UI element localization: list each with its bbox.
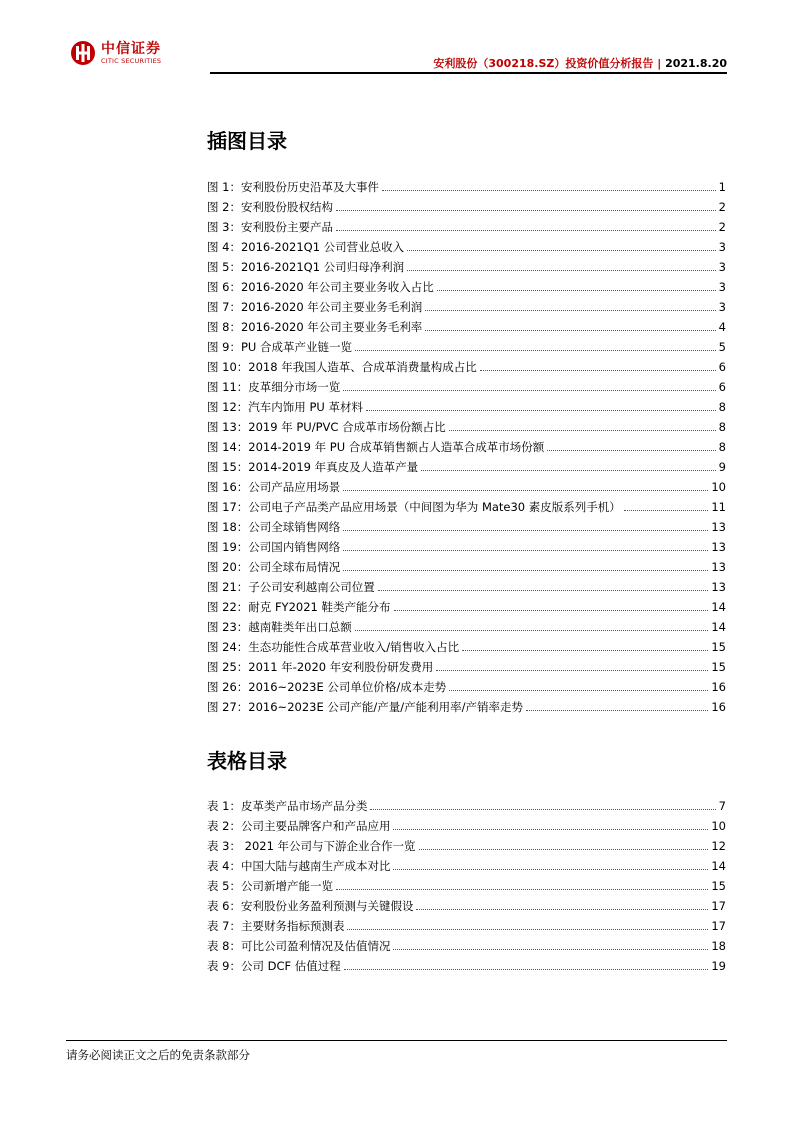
toc-entry[interactable] xyxy=(207,354,726,374)
toc-entry-label[interactable]: 表 3： 2021 年公司与下游企业合作一览 xyxy=(207,839,416,853)
toc-entry[interactable] xyxy=(207,494,726,514)
toc-entry[interactable] xyxy=(207,334,726,354)
toc-entry[interactable] xyxy=(207,833,726,853)
toc-entry[interactable] xyxy=(207,574,726,594)
toc-entry[interactable] xyxy=(207,274,726,294)
toc-entry[interactable] xyxy=(207,414,726,434)
toc-entry[interactable] xyxy=(207,953,726,973)
toc-dot-leader xyxy=(407,250,715,251)
toc-dot-leader xyxy=(419,849,709,850)
toc-entry-label[interactable]: 图 22：耐克 FY2021 鞋类产能分布 xyxy=(207,600,391,614)
toc-entry[interactable] xyxy=(207,254,726,274)
toc-entry[interactable] xyxy=(207,674,726,694)
toc-dot-leader xyxy=(355,350,716,351)
figures-toc-title: 插图目录 xyxy=(207,129,287,153)
toc-entry-label[interactable]: 图 2：安利股份股权结构 xyxy=(207,200,333,214)
toc-entry[interactable] xyxy=(207,314,726,334)
toc-dot-leader xyxy=(336,889,708,890)
toc-entry-label[interactable]: 图 4：2016-2021Q1 公司营业总收入 xyxy=(207,240,405,254)
toc-dot-leader xyxy=(480,370,716,371)
toc-entry-label[interactable]: 图 5：2016-2021Q1 公司归母净利润 xyxy=(207,260,405,274)
toc-entry-page[interactable]: 3 xyxy=(718,300,726,314)
toc-entry-page[interactable]: 2 xyxy=(718,220,726,234)
toc-entry-label[interactable]: 表 2：公司主要品牌客户和产品应用 xyxy=(207,819,391,833)
toc-entry-page[interactable]: 2 xyxy=(718,200,726,214)
toc-entry-label[interactable]: 表 4：中国大陆与越南生产成本对比 xyxy=(207,859,391,873)
toc-entry-page[interactable]: 16 xyxy=(711,700,726,714)
toc-entry-page[interactable]: 3 xyxy=(718,260,726,274)
toc-entry-page[interactable]: 13 xyxy=(711,520,726,534)
toc-entry-page[interactable]: 14 xyxy=(711,620,726,634)
toc-entry-page[interactable]: 13 xyxy=(711,560,726,574)
toc-entry[interactable] xyxy=(207,813,726,833)
toc-entry[interactable] xyxy=(207,793,726,813)
toc-dot-leader xyxy=(436,670,708,671)
toc-entry-page[interactable]: 10 xyxy=(711,819,726,833)
toc-entry-page[interactable]: 1 xyxy=(718,180,726,194)
toc-dot-leader xyxy=(421,470,716,471)
toc-dot-leader xyxy=(378,590,709,591)
header-separator: | xyxy=(653,57,666,70)
toc-entry[interactable] xyxy=(207,634,726,654)
toc-entry-label[interactable]: 图 7：2016-2020 年公司主要业务毛利润 xyxy=(207,300,423,314)
toc-dot-leader xyxy=(526,710,708,711)
toc-entry-label[interactable]: 表 9：公司 DCF 估值过程 xyxy=(207,959,341,973)
toc-entry-label[interactable]: 图 11：皮革细分市场一览 xyxy=(207,380,341,394)
toc-entry-page[interactable]: 15 xyxy=(711,640,726,654)
logo-en-text: CITIC SECURITIES xyxy=(101,57,162,65)
toc-entry-page[interactable]: 13 xyxy=(711,540,726,554)
toc-entry[interactable] xyxy=(207,694,726,714)
toc-entry-page[interactable]: 3 xyxy=(718,280,726,294)
toc-dot-leader xyxy=(394,610,709,611)
figures-toc-list xyxy=(207,174,726,714)
toc-dot-leader xyxy=(425,330,715,331)
toc-entry[interactable] xyxy=(207,853,726,873)
toc-entry[interactable] xyxy=(207,214,726,234)
toc-entry[interactable] xyxy=(207,294,726,314)
toc-entry-label[interactable]: 图 14：2014-2019 年 PU 合成革销售额占人造革合成革市场份额 xyxy=(207,440,545,454)
toc-dot-leader xyxy=(336,230,716,231)
toc-entry[interactable] xyxy=(207,194,726,214)
toc-entry-label[interactable]: 图 26：2016~2023E 公司单位价格/成本走势 xyxy=(207,680,447,694)
toc-dot-leader xyxy=(343,550,708,551)
toc-dot-leader xyxy=(347,929,708,930)
toc-entry-label[interactable]: 图 20：公司全球布局情况 xyxy=(207,560,341,574)
toc-entry-label[interactable]: 图 15：2014-2019 年真皮及人造革产量 xyxy=(207,460,419,474)
toc-entry-page[interactable]: 8 xyxy=(718,420,726,434)
toc-entry-page[interactable]: 5 xyxy=(718,340,726,354)
toc-dot-leader xyxy=(343,570,708,571)
toc-dot-leader xyxy=(382,190,716,191)
header-divider xyxy=(210,72,727,74)
toc-dot-leader xyxy=(425,310,715,311)
toc-dot-leader xyxy=(370,809,715,810)
toc-entry-page[interactable]: 8 xyxy=(718,440,726,454)
toc-dot-leader xyxy=(393,869,708,870)
toc-dot-leader xyxy=(449,430,716,431)
toc-entry[interactable] xyxy=(207,554,726,574)
logo-cn-text: 中信证券 xyxy=(101,41,161,57)
toc-entry-label[interactable]: 图 21：子公司安利越南公司位置 xyxy=(207,580,375,594)
toc-entry-label[interactable]: 图 23：越南鞋类年出口总额 xyxy=(207,620,352,634)
toc-entry-label[interactable]: 表 1：皮革类产品市场产品分类 xyxy=(207,799,368,813)
toc-entry-page[interactable]: 17 xyxy=(711,899,726,913)
toc-dot-leader xyxy=(547,450,715,451)
toc-entry[interactable] xyxy=(207,374,726,394)
toc-entry[interactable] xyxy=(207,234,726,254)
footer-divider xyxy=(66,1040,727,1041)
toc-entry-label[interactable]: 表 5：公司新增产能一览 xyxy=(207,879,333,893)
toc-entry[interactable] xyxy=(207,434,726,454)
toc-dot-leader xyxy=(462,650,708,651)
toc-entry-page[interactable]: 13 xyxy=(711,580,726,594)
company-logo xyxy=(70,40,161,66)
toc-entry-page[interactable]: 4 xyxy=(718,320,726,334)
toc-dot-leader xyxy=(355,630,709,631)
toc-entry-label[interactable]: 图 17：公司电子产品类产品应用场景（中间图为华为 Mate30 素皮版系列手机） xyxy=(207,500,621,514)
toc-entry-label[interactable]: 图 13：2019 年 PU/PVC 合成革市场份额占比 xyxy=(207,420,446,434)
report-date: 2021.8.20 xyxy=(665,57,727,70)
citic-logo-icon xyxy=(70,40,96,66)
tables-toc-title: 表格目录 xyxy=(207,749,287,773)
toc-entry[interactable] xyxy=(207,514,726,534)
tables-toc-list xyxy=(207,793,726,973)
toc-dot-leader xyxy=(407,270,715,271)
toc-entry-label[interactable]: 图 27：2016~2023E 公司产能/产量/产能利用率/产销率走势 xyxy=(207,700,524,714)
toc-dot-leader xyxy=(343,390,715,391)
footer-disclaimer: 请务必阅读正文之后的免责条款部分 xyxy=(66,1048,250,1062)
toc-entry-page[interactable]: 14 xyxy=(711,600,726,614)
toc-entry-label[interactable]: 图 24：生态功能性合成革营业收入/销售收入占比 xyxy=(207,640,460,654)
toc-entry-page[interactable]: 19 xyxy=(711,959,726,973)
report-title: 安利股份（300218.SZ）投资价值分析报告 xyxy=(433,57,654,70)
toc-entry-page[interactable]: 7 xyxy=(718,799,726,813)
toc-entry-page[interactable]: 15 xyxy=(711,879,726,893)
toc-entry[interactable] xyxy=(207,594,726,614)
toc-entry-label[interactable]: 图 9：PU 合成革产业链一览 xyxy=(207,340,352,354)
toc-entry[interactable] xyxy=(207,933,726,953)
toc-dot-leader xyxy=(393,829,708,830)
toc-entry-page[interactable]: 16 xyxy=(711,680,726,694)
toc-entry-page[interactable]: 11 xyxy=(711,500,726,514)
toc-entry-page[interactable]: 12 xyxy=(711,839,726,853)
toc-entry-page[interactable]: 14 xyxy=(711,859,726,873)
toc-entry-label[interactable]: 图 1：安利股份历史沿革及大事件 xyxy=(207,180,379,194)
toc-entry-label[interactable]: 表 6：安利股份业务盈利预测与关键假设 xyxy=(207,899,414,913)
toc-entry-label[interactable]: 图 6：2016-2020 年公司主要业务收入占比 xyxy=(207,280,434,294)
toc-entry[interactable] xyxy=(207,654,726,674)
toc-dot-leader xyxy=(344,969,709,970)
toc-dot-leader xyxy=(449,690,708,691)
toc-entry-label[interactable]: 图 10：2018 年我国人造革、合成革消费量构成占比 xyxy=(207,360,477,374)
toc-entry-label[interactable]: 图 16：公司产品应用场景 xyxy=(207,480,341,494)
toc-entry-label[interactable]: 图 12：汽车内饰用 PU 革材料 xyxy=(207,400,363,414)
toc-entry[interactable] xyxy=(207,893,726,913)
toc-entry[interactable] xyxy=(207,614,726,634)
toc-entry-label[interactable]: 表 8：可比公司盈利情况及估值情况 xyxy=(207,939,391,953)
toc-entry[interactable] xyxy=(207,454,726,474)
toc-entry-page[interactable]: 17 xyxy=(711,919,726,933)
toc-entry[interactable] xyxy=(207,174,726,194)
toc-entry-page[interactable]: 6 xyxy=(718,360,726,374)
toc-entry-page[interactable]: 8 xyxy=(718,400,726,414)
toc-entry-label[interactable]: 图 18：公司全球销售网络 xyxy=(207,520,341,534)
toc-entry-page[interactable]: 15 xyxy=(711,660,726,674)
toc-entry-label[interactable]: 图 19：公司国内销售网络 xyxy=(207,540,341,554)
toc-dot-leader xyxy=(437,290,716,291)
toc-dot-leader xyxy=(624,510,709,511)
toc-entry-page[interactable]: 6 xyxy=(718,380,726,394)
toc-entry[interactable] xyxy=(207,474,726,494)
toc-entry[interactable] xyxy=(207,913,726,933)
toc-dot-leader xyxy=(416,909,708,910)
report-header xyxy=(433,55,727,71)
toc-entry-page[interactable]: 10 xyxy=(711,480,726,494)
toc-entry-page[interactable]: 18 xyxy=(711,939,726,953)
toc-entry[interactable] xyxy=(207,394,726,414)
toc-entry-page[interactable]: 3 xyxy=(718,240,726,254)
toc-entry-label[interactable]: 图 25：2011 年-2020 年安利股份研发费用 xyxy=(207,660,434,674)
toc-entry[interactable] xyxy=(207,534,726,554)
toc-dot-leader xyxy=(366,410,716,411)
toc-dot-leader xyxy=(336,210,716,211)
toc-dot-leader xyxy=(343,490,708,491)
toc-entry-page[interactable]: 9 xyxy=(718,460,726,474)
toc-dot-leader xyxy=(393,949,708,950)
toc-entry[interactable] xyxy=(207,873,726,893)
toc-entry-label[interactable]: 图 3：安利股份主要产品 xyxy=(207,220,333,234)
toc-entry-label[interactable]: 表 7：主要财务指标预测表 xyxy=(207,919,345,933)
toc-entry-label[interactable]: 图 8：2016-2020 年公司主要业务毛利率 xyxy=(207,320,423,334)
toc-dot-leader xyxy=(343,530,708,531)
